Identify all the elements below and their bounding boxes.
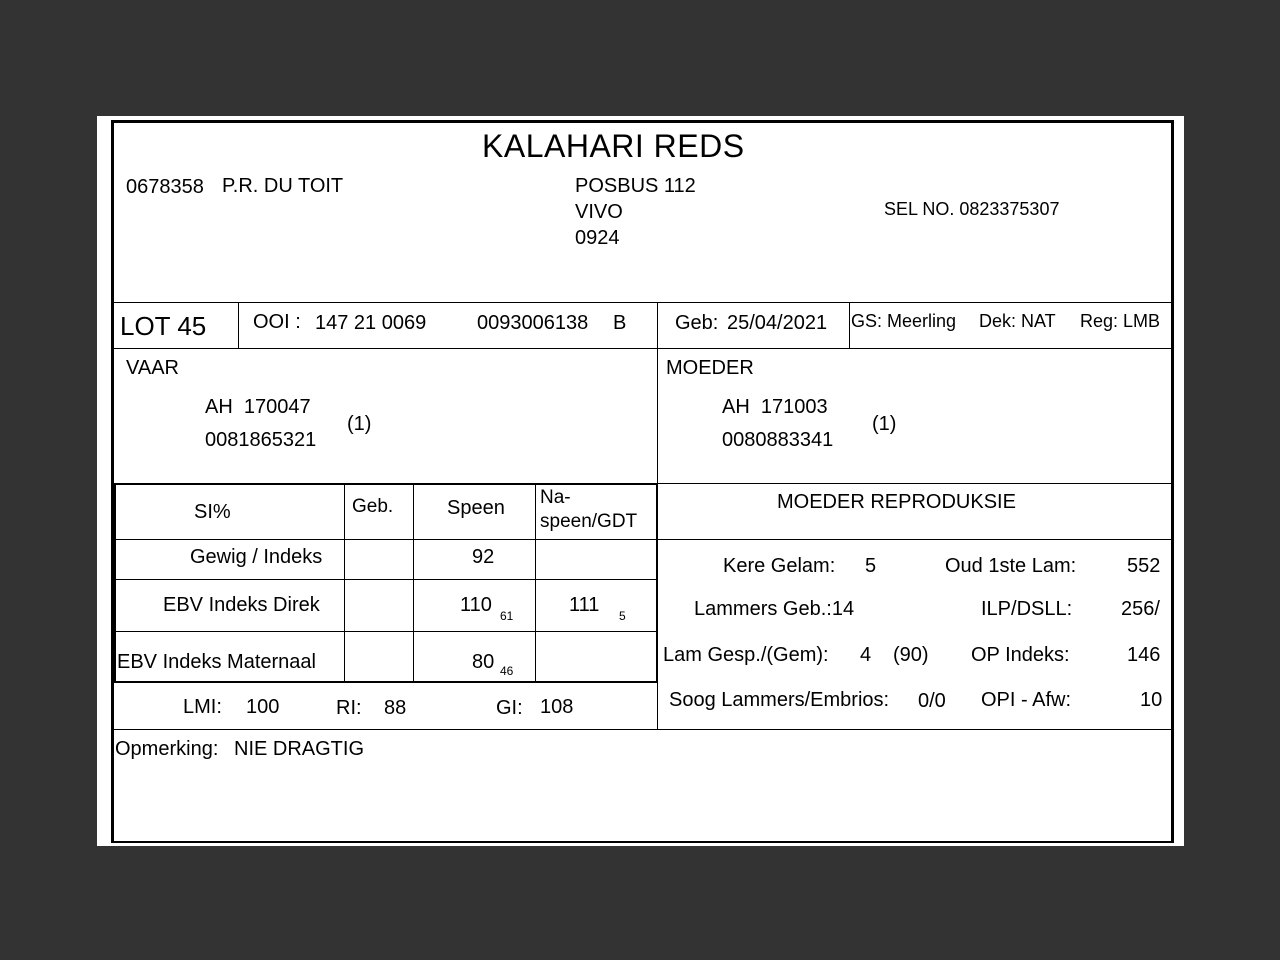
divider-lot-3 [849, 302, 850, 348]
sire-note: (1) [347, 413, 372, 435]
dam-line-2: 0080883341 [722, 429, 834, 451]
sale-card-frame [111, 120, 1174, 843]
geb-header: Geb. [352, 496, 394, 517]
remark-top-line [114, 729, 1171, 730]
ooi-label: OOI : [253, 311, 301, 333]
soog-value: 0/0 [918, 690, 946, 712]
row-direk-naspeen-sub: 5 [619, 609, 626, 623]
sire-line-2: 0081865321 [205, 429, 317, 451]
soog-label: Soog Lammers/Embrios: [669, 689, 890, 711]
sire-heading: VAAR [126, 357, 179, 379]
dam-heading: MOEDER [666, 357, 754, 379]
kere-value: 5 [865, 555, 877, 577]
cell-number: SEL NO. 0823375307 [884, 199, 1060, 219]
birth-label: Geb: [675, 312, 719, 334]
gesp-average: (90) [893, 644, 929, 666]
remark-label: Opmerking: [115, 738, 219, 760]
address-line-1: POSBUS 112 [575, 175, 696, 197]
address-line-2: VIVO [575, 201, 623, 223]
si-row-line-1 [114, 539, 657, 540]
owner-id: 0678358 [126, 176, 204, 198]
si-col-line-2 [413, 485, 414, 682]
row-label-maternaal: EBV Indeks Maternaal [117, 651, 316, 673]
oud-value: 552 [1127, 555, 1161, 577]
ooi-number: 147 21 0069 [315, 312, 427, 334]
row-maternaal-speen-sub: 46 [500, 664, 514, 678]
divider-lot-1 [238, 302, 239, 348]
address-line-3: 0924 [575, 227, 620, 249]
dek-value: Dek: NAT [979, 311, 1056, 331]
lammers-label: Lammers Geb.:14 [694, 598, 855, 620]
repro-heading: MOEDER REPRODUKSIE [777, 491, 1016, 513]
si-header: SI% [194, 501, 231, 523]
lot-number: LOT 45 [120, 311, 207, 341]
ri-label: RI: [336, 697, 362, 719]
gi-value: 108 [540, 696, 574, 718]
row-maternaal-speen: 80 [472, 651, 495, 673]
gi-label: GI: [496, 697, 523, 719]
row-direk-speen-sub: 61 [500, 609, 514, 623]
opi-label: OPI - Afw: [981, 689, 1072, 711]
repro-heading-line [657, 539, 1171, 540]
oud-label: Oud 1ste Lam: [945, 555, 1077, 577]
birth-date: 25/04/2021 [727, 312, 828, 334]
lmi-label: LMI: [183, 696, 222, 718]
gesp-value: 4 [860, 644, 872, 666]
repro-top-line [657, 483, 1171, 484]
gs-value: GS: Meerling [851, 311, 957, 331]
reg-value: Reg: LMB [1080, 311, 1161, 331]
gesp-label: Lam Gesp./(Gem): [663, 644, 829, 666]
divider-lot-top [114, 302, 1171, 303]
ooi-suffix: B [613, 312, 627, 334]
si-row-line-3 [114, 631, 657, 632]
si-col-line-3 [535, 485, 536, 682]
row-direk-naspeen: 111 [569, 594, 600, 616]
si-row-line-2 [114, 579, 657, 580]
si-col-line-1 [344, 485, 345, 682]
ilp-label: ILP/DSLL: [981, 598, 1073, 620]
row-gewig-speen: 92 [472, 546, 495, 568]
card-title: KALAHARI REDS [482, 128, 745, 164]
op-label: OP Indeks: [971, 644, 1070, 666]
divider-lot-2 [657, 302, 658, 348]
ri-value: 88 [384, 697, 407, 719]
divider-lot-bottom [114, 348, 1171, 349]
row-label-direk: EBV Indeks Direk [163, 594, 320, 616]
kere-label: Kere Gelam: [723, 555, 836, 577]
remark-value: NIE DRAGTIG [234, 738, 365, 760]
sire-line-1: AH 170047 [205, 396, 311, 418]
row-label-gewig: Gewig / Indeks [190, 546, 323, 568]
owner-name: P.R. DU TOIT [222, 175, 344, 197]
lmi-value: 100 [246, 696, 280, 718]
dam-line-1: AH 171003 [722, 396, 828, 418]
naspeen-header: Na- speen/GDT [540, 487, 638, 532]
speen-header: Speen [447, 497, 505, 519]
dam-note: (1) [872, 413, 897, 435]
opi-value: 10 [1140, 689, 1163, 711]
ilp-value: 256/ [1121, 598, 1160, 620]
op-value: 146 [1127, 644, 1161, 666]
row-direk-speen: 110 [460, 594, 492, 616]
ooi-tag: 0093006138 [477, 312, 589, 334]
